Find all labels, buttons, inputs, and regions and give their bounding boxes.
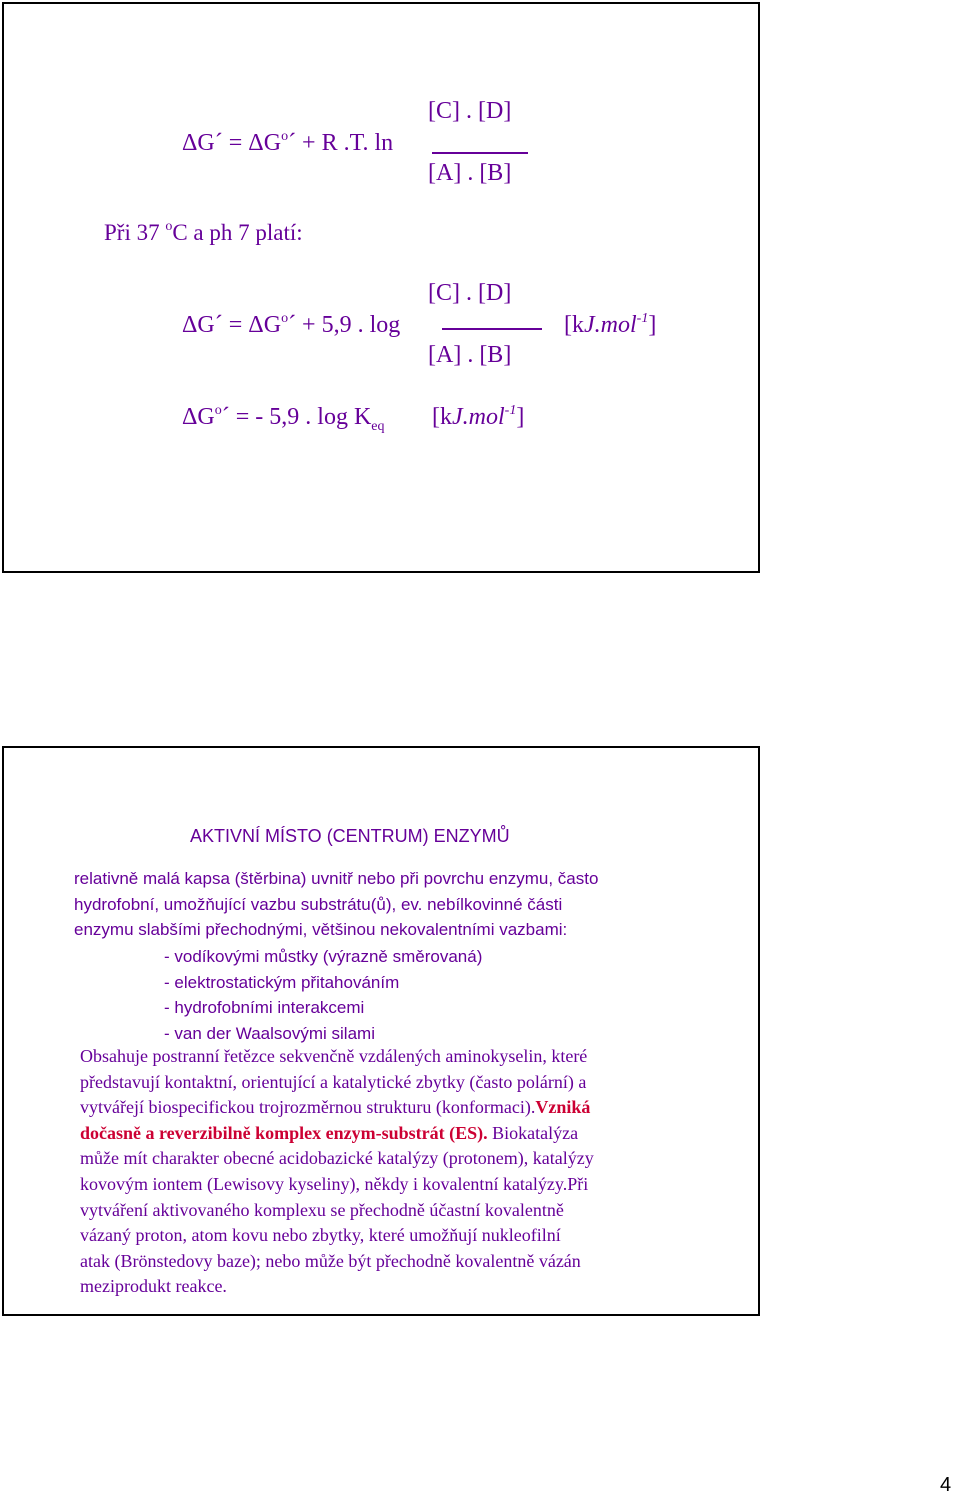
eq2-lhs: ΔG´ = $\Delta G^o´ + 5,9$ . log xyxy=(182,311,401,338)
bold-emphasis: Vzniká xyxy=(535,1097,591,1118)
intro-paragraph xyxy=(74,866,598,943)
eq2-numerator: [C] . [D] xyxy=(428,280,512,306)
detail-line: atak (Brönstedovy baze); nebo může být přechodně kovalentně vázán xyxy=(80,1250,581,1271)
intro-line: enzymu slabšími přechodnými, většinou nekovalentními vazbami: xyxy=(74,920,568,939)
eq2-fraction-line xyxy=(442,328,542,330)
intro-line: hydrofobní, umožňující vazbu substrátu(ů), ev. nebílkovinné části xyxy=(74,894,563,914)
eq2-denominator: [A] . [B] xyxy=(428,342,512,368)
slide-equations xyxy=(2,2,760,573)
detail-line: představují kontaktní, orientující a katalytické zbytky (často polární) a xyxy=(80,1071,587,1092)
eq3-unit: [kJ.mol$^{-1}$] xyxy=(432,403,525,430)
detail-line: vytvářejí biospecifickou trojrozměrnou strukturu (konformaci).Vzniká xyxy=(80,1097,591,1118)
slide-active-site xyxy=(2,746,760,1316)
eq1-lhs: ΔG´ = $\Delta G^o´ + R$ .T. ln xyxy=(182,129,394,156)
page-number: 4 xyxy=(940,1474,952,1496)
eq2-unit: [kJ.mol$^{-1}$] xyxy=(564,311,657,338)
list-item: - van der Waalsovými silami xyxy=(164,1023,375,1043)
intro-line: relativně malá kapsa (štěrbina) uvnitř nebo při povrchu enzymu, často xyxy=(74,869,599,888)
detail-line: vázaný proton, atom kovu nebo zbytky, které umožňují nukleofilní xyxy=(80,1225,561,1246)
detail-line: meziprodukt reakce. xyxy=(80,1276,227,1297)
detail-line: může mít charakter obecné acidobazické katalýzy (protonem), katalýzy xyxy=(80,1148,594,1169)
condition-text: Při 37 $^o$C a ph 7 platí: xyxy=(104,219,303,245)
detail-line: dočasně a reverzibilně komplex enzym-substrát (ES). Biokatalýza xyxy=(80,1122,579,1143)
eq1-fraction-line xyxy=(432,152,528,154)
eq1-numerator: [C] . [D] xyxy=(428,98,512,124)
bold-emphasis: komplex enzym-substrát (ES). xyxy=(255,1122,488,1143)
eq1-denominator: [A] . [B] xyxy=(428,160,512,186)
list-item: - vodíkovými můstky (výrazně směrovaná) xyxy=(164,947,483,966)
detail-line: kovovým iontem (Lewisovy kyseliny), někdy i kovalentní katalýzy.Při xyxy=(80,1173,589,1194)
detail-line: vytváření aktivovaného komplexu se přechodně účastní kovalentně xyxy=(80,1199,564,1220)
eq3: $\Delta G^o´$ = - 5,9 . $\log K_{eq}$ xyxy=(182,403,385,434)
bond-list xyxy=(164,944,482,1046)
detail-line: Obsahuje postranní řetězce sekvenčně vzdálených aminokyselin, které xyxy=(80,1046,588,1066)
bold-emphasis: dočasně a reverzibilně xyxy=(80,1122,251,1143)
list-item: - elektrostatickým přitahováním xyxy=(164,972,400,992)
detail-paragraph xyxy=(80,1044,594,1300)
list-item: - hydrofobními interakcemi xyxy=(164,998,365,1017)
slide-title: AKTIVNÍ MÍSTO (CENTRUM) ENZYMŮ xyxy=(190,826,510,846)
